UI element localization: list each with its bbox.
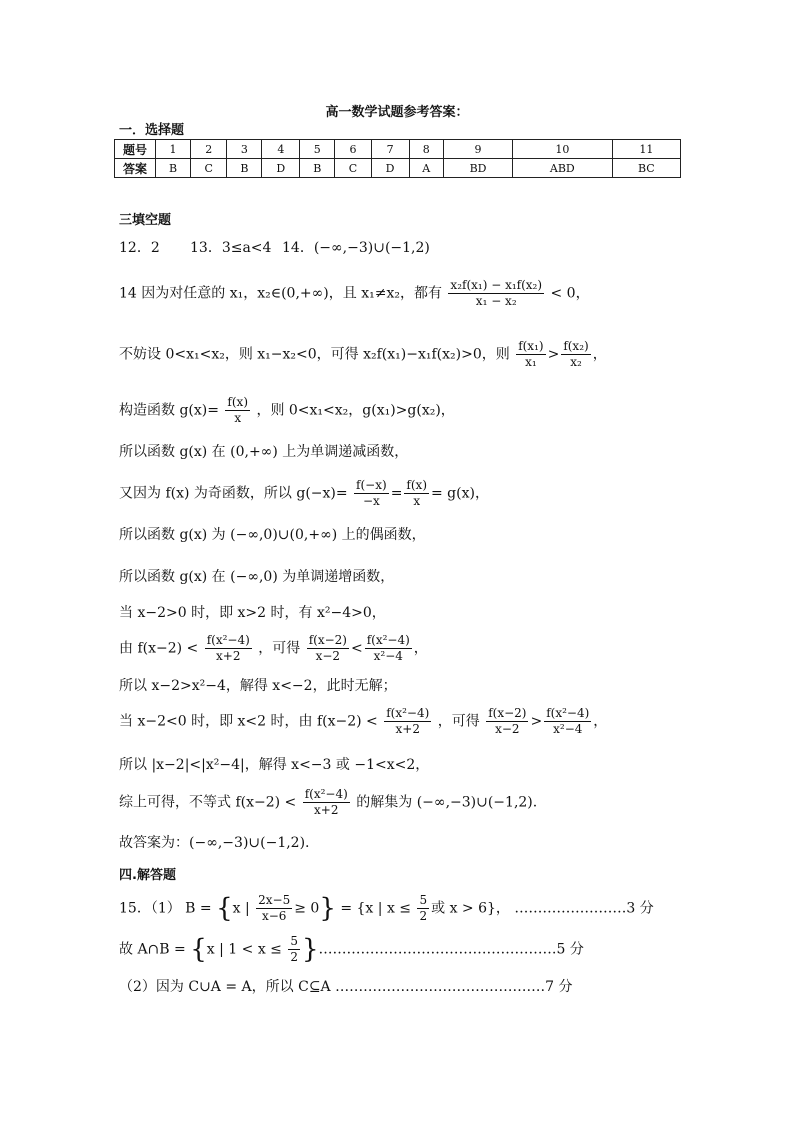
numerator: f(x²−4) [304, 787, 348, 801]
fraction [225, 395, 250, 426]
text: 构造函数 g(x)= [119, 402, 219, 419]
fraction [205, 633, 252, 664]
fraction [544, 706, 591, 737]
numerator: f(x²−4) [206, 633, 250, 647]
page-title: 高一数学试题参考答案： [325, 105, 469, 120]
fraction [288, 934, 300, 965]
table-cell: ABD [513, 159, 613, 178]
table-header-number: 题号 [115, 140, 156, 159]
denominator: 2 [290, 950, 298, 964]
answer-15-part1 [119, 893, 654, 924]
text: 的解集为 (−∞,−3)∪(−1,2). [356, 794, 538, 811]
fraction [303, 787, 350, 818]
fill-answer-14: 14．(−∞,−3)∪(−1,2) [282, 240, 430, 256]
numerator: f(−x) [356, 478, 387, 492]
table-cell: 6 [335, 140, 371, 159]
table-cell: C [191, 159, 227, 178]
table-cell: D [371, 159, 409, 178]
left-brace-icon: { [190, 934, 207, 965]
fill-answer-12: 12．2 [119, 240, 160, 256]
numerator: f(x) [227, 395, 248, 409]
text: = {x | x ≤ [340, 900, 412, 917]
table-cell: 4 [262, 140, 300, 159]
denominator: x−2 [315, 649, 341, 663]
denominator: x+2 [314, 803, 339, 817]
solution-line-5 [119, 478, 489, 509]
table-cell: 2 [191, 140, 227, 159]
fraction [486, 706, 528, 737]
fraction [516, 339, 545, 370]
fraction [354, 478, 389, 509]
table-cell: D [262, 159, 300, 178]
denominator: x²−4 [373, 649, 403, 663]
fraction [417, 893, 429, 924]
numerator: x₂f(x₁) − x₁f(x₂) [450, 278, 543, 292]
solution-line-14: 故答案为：(−∞,−3)∪(−1,2). [119, 835, 310, 851]
text: 14 因为对任意的 x₁，x₂∈(0,+∞)，且 x₁≠x₂，都有 [119, 285, 442, 302]
table-cell: B [227, 159, 262, 178]
text: ，可得 [437, 713, 480, 730]
text: 不妨设 0<x₁<x₂，则 x₁−x₂<0，可得 x₂f(x₁)−x₁f(x₂)>0，则 [119, 346, 510, 363]
text: ，可得 [258, 640, 301, 657]
solution-line-4: 所以函数 g(x) 在 (0,+∞) 上为单调递减函数， [119, 444, 409, 460]
fraction [448, 278, 544, 309]
right-brace-icon: } [319, 893, 336, 924]
denominator: x [234, 411, 242, 425]
table-cell: BD [444, 159, 513, 178]
numerator: f(x₂) [563, 339, 589, 353]
table-cell: B [300, 159, 335, 178]
numerator: f(x) [406, 478, 427, 492]
table-cell: 9 [444, 140, 513, 159]
numerator: 5 [419, 893, 428, 907]
section-solve-heading: 四.解答题 [119, 868, 176, 883]
table-cell: B [156, 159, 191, 178]
table-cell: 7 [371, 140, 409, 159]
solution-line-1 [119, 278, 590, 309]
text: ， [592, 346, 607, 363]
denominator: x−2 [495, 722, 520, 736]
solution-line-6: 所以函数 g(x) 为 (−∞,0)∪(0,+∞) 上的偶函数， [119, 527, 426, 543]
answer-15-intersection [119, 934, 584, 965]
text: x | 1 < x ≤ [206, 941, 282, 958]
numerator: f(x²−4) [386, 706, 430, 720]
numerator: f(x−2) [488, 706, 527, 720]
text: = [390, 485, 403, 502]
text: < [350, 640, 363, 657]
fill-answer-13: 13．3≤a<4 [190, 240, 272, 256]
numerator: f(x₁) [518, 339, 544, 353]
table-cell: 11 [612, 140, 680, 159]
table-header-answer: 答案 [115, 159, 156, 178]
fraction [561, 339, 590, 370]
solution-line-12: 所以 |x−2|<|x²−4|，解得 x<−3 或 −1<x<2， [119, 757, 430, 773]
denominator: x+2 [395, 722, 420, 736]
denominator: x₁ [525, 355, 537, 369]
denominator: x₂ [570, 355, 582, 369]
denominator: x−6 [261, 909, 287, 923]
solution-line-8: 当 x−2>0 时，即 x>2 时，有 x²−4>0， [119, 605, 386, 621]
section-fill-heading: 三填空题 [119, 213, 172, 228]
table-cell: 8 [409, 140, 444, 159]
table-cell: BC [612, 159, 680, 178]
solution-line-10: 所以 x−2>x²−4，解得 x<−2，此时无解； [119, 678, 397, 694]
denominator: x [413, 494, 421, 508]
solution-line-2 [119, 339, 607, 370]
fraction [307, 633, 349, 664]
text: ，则 0<x₁<x₂，g(x₁)>g(x₂)， [256, 402, 455, 419]
answer-table [114, 139, 681, 178]
text: 当 x−2<0 时，即 x<2 时，由 f(x−2) < [119, 713, 378, 730]
text: ， [413, 640, 428, 657]
table-cell: 5 [300, 140, 335, 159]
table-cell: 10 [513, 140, 613, 159]
right-brace-icon: } [302, 934, 319, 965]
table-cell: C [335, 159, 371, 178]
numerator: f(x²−4) [546, 706, 590, 720]
text: 又因为 f(x) 为奇函数，所以 g(−x)= [119, 485, 348, 502]
text: 15．（1） B = [119, 900, 212, 917]
text: x | [232, 900, 250, 917]
fraction [384, 706, 431, 737]
text: ， [593, 713, 608, 730]
numerator: f(x²−4) [366, 633, 410, 647]
denominator: x²−4 [553, 722, 583, 736]
solution-line-9 [119, 633, 428, 664]
text: 故 A∩B = [119, 941, 186, 958]
text: 或 x > 6}， [431, 900, 510, 917]
score-note: ……………………………………………5 分 [318, 941, 584, 958]
table-cell: 1 [156, 140, 191, 159]
numerator: f(x−2) [308, 633, 347, 647]
solution-line-13 [119, 787, 537, 818]
section-choice-heading: 一．选择题 [119, 123, 185, 138]
table-row-numbers [115, 140, 681, 159]
solution-line-7: 所以函数 g(x) 在 (−∞,0) 为单调递增函数， [119, 569, 395, 585]
score-note: ……………………3 分 [514, 900, 654, 917]
numerator: 2x−5 [258, 893, 291, 907]
solution-line-11 [119, 706, 607, 737]
text: ≥ 0 [294, 900, 320, 917]
denominator: 2 [419, 909, 428, 923]
table-row-answers [115, 159, 681, 178]
denominator: x+2 [216, 649, 241, 663]
text: > [547, 346, 560, 363]
solution-line-3 [119, 395, 455, 426]
fraction [404, 478, 429, 509]
answer-15-part2: （2）因为 C∪A = A，所以 C⊆A ………………………………………7 分 [119, 979, 573, 995]
text: 由 f(x−2) < [119, 640, 199, 657]
fraction [365, 633, 412, 664]
table-cell: A [409, 159, 444, 178]
denominator: −x [362, 494, 380, 508]
left-brace-icon: { [216, 893, 233, 924]
denominator: x₁ − x₂ [475, 294, 517, 308]
text: < 0， [550, 285, 590, 302]
text: > [530, 713, 543, 730]
table-cell: 3 [227, 140, 262, 159]
text: 综上可得，不等式 f(x−2) < [119, 794, 297, 811]
fraction [256, 893, 292, 924]
text: = g(x)， [431, 485, 489, 502]
numerator: 5 [290, 934, 298, 948]
